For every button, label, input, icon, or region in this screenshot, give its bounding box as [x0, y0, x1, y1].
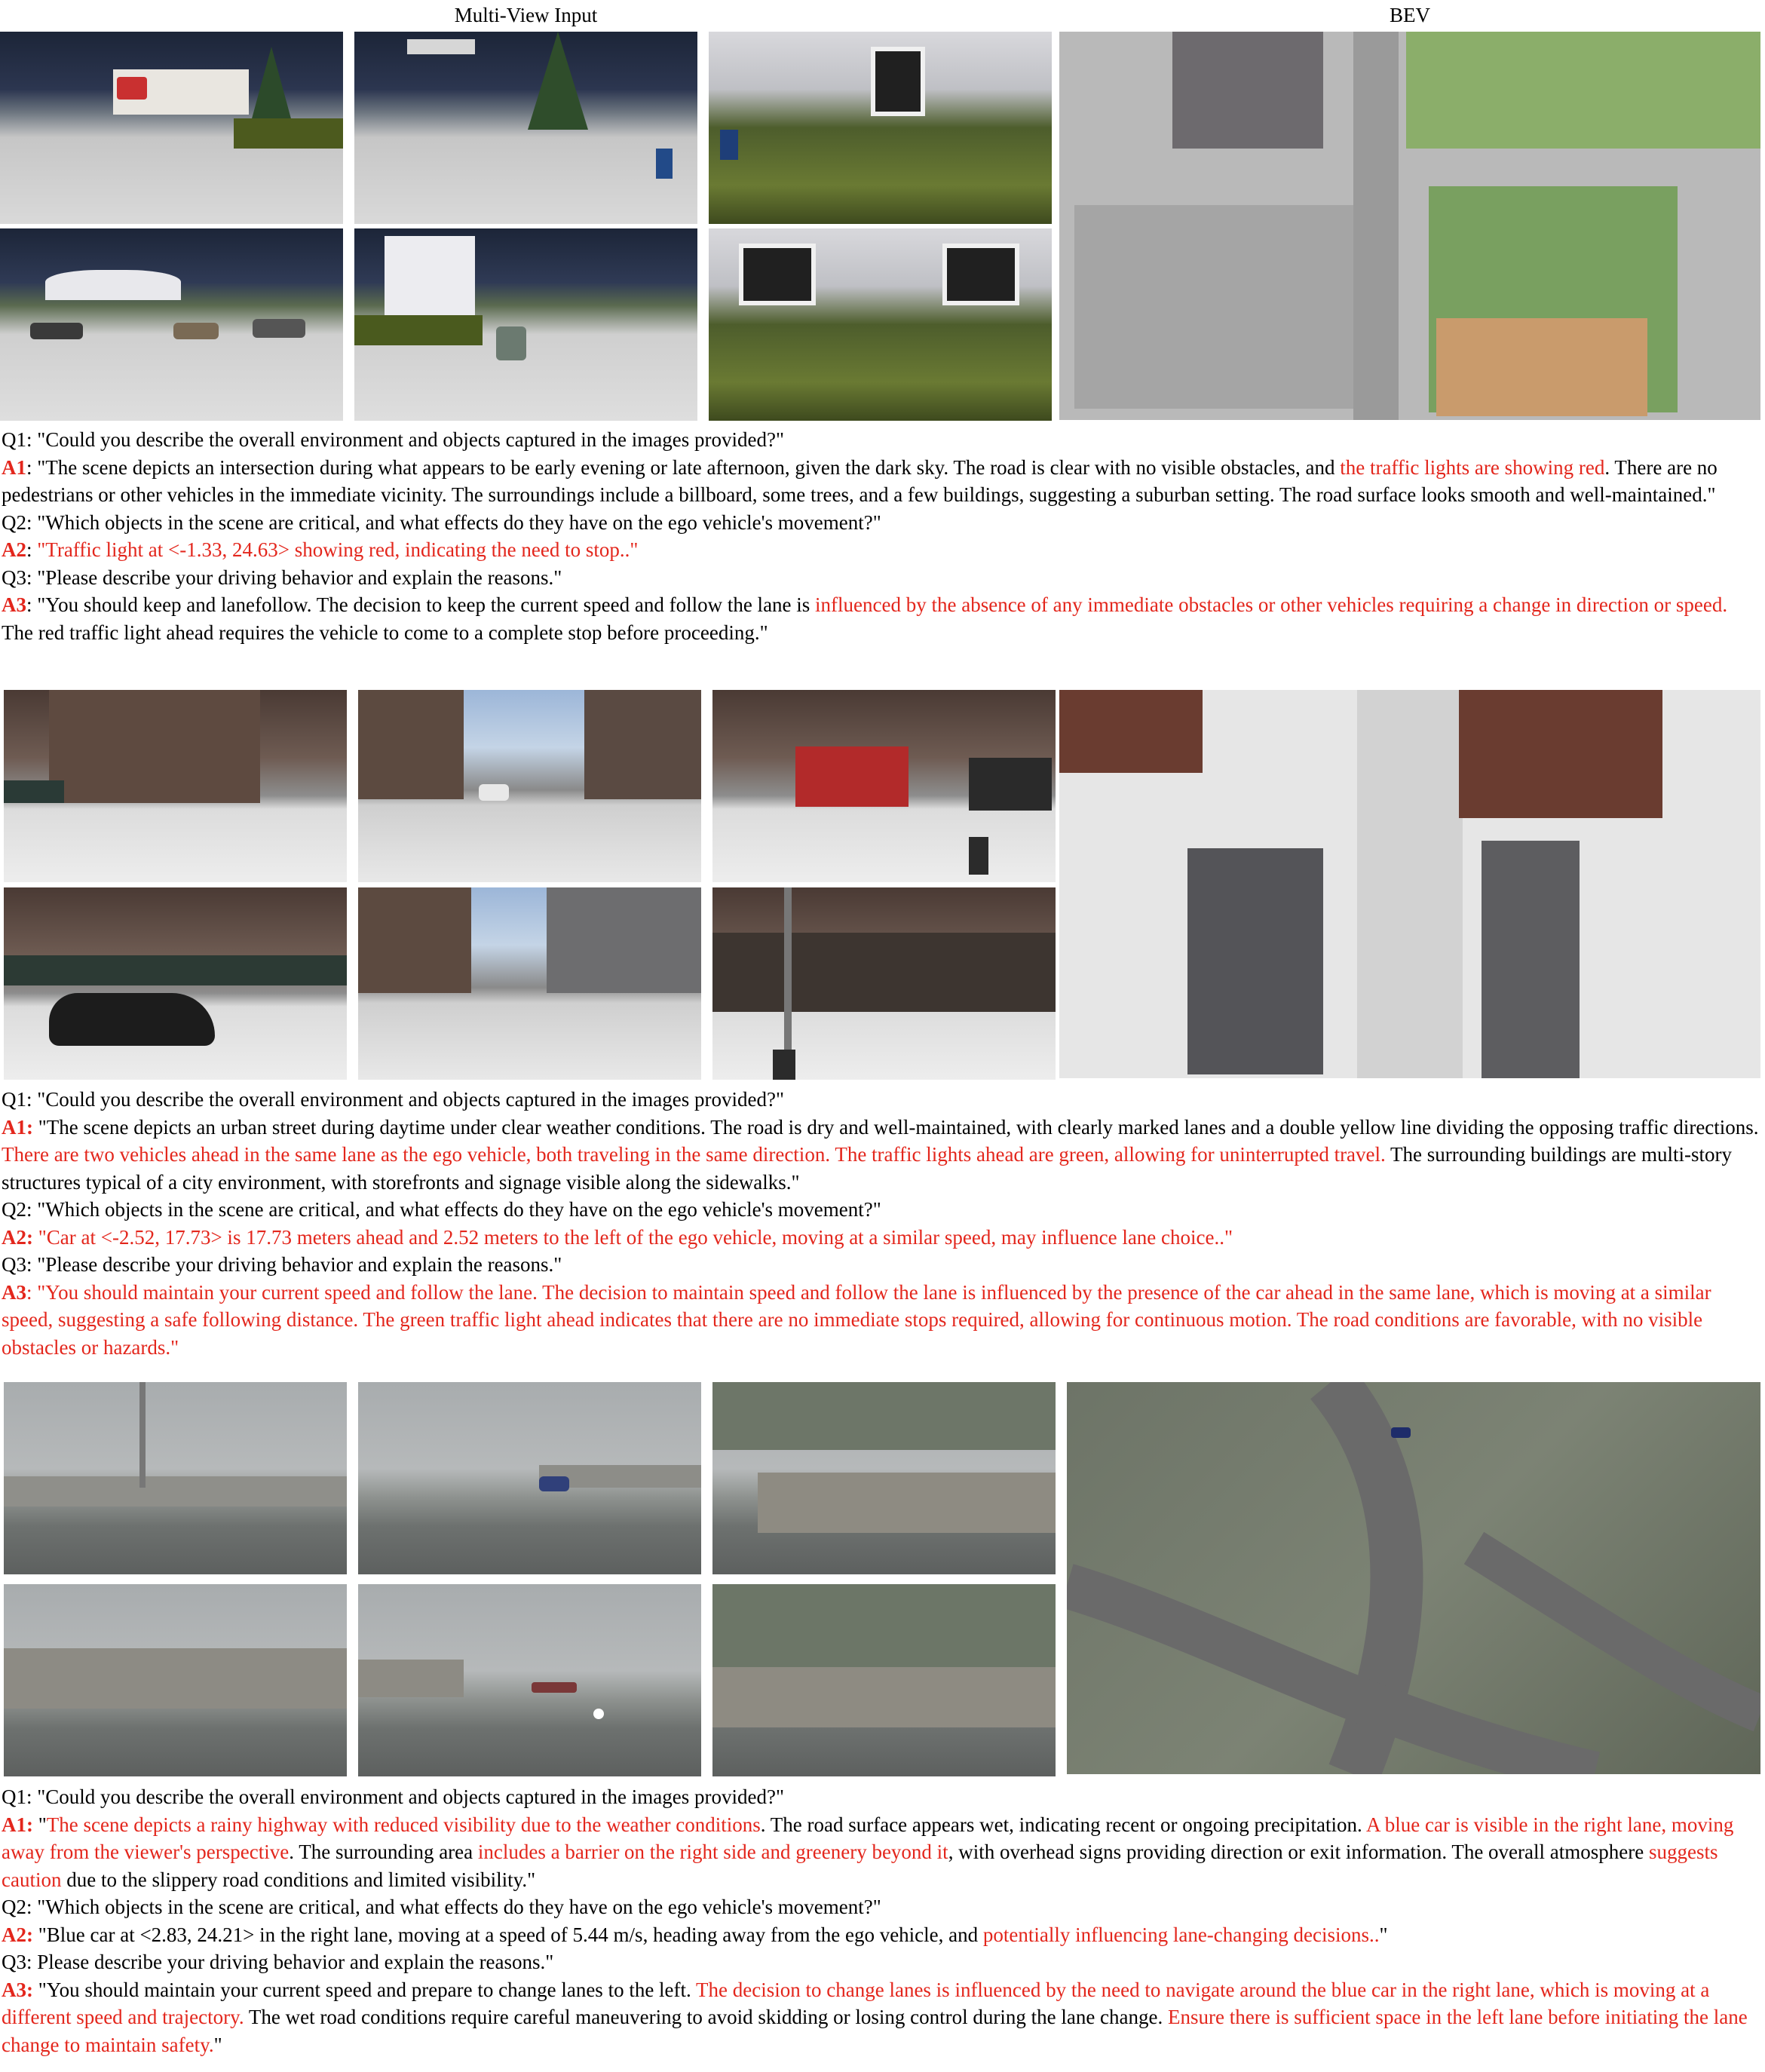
answer-text: . There are no pedestrians or other vehicles in the immediate vicinity. The surroundings include a billboard, some trees, and a few buildings, suggesting a suburban setting. The road surface looks smooth and well-maintained." — [2, 455, 1718, 506]
bev-header: BEV — [1390, 4, 1430, 26]
answer-label: A3 — [2, 1280, 26, 1304]
scene3-q1: Q1: "Could you describe the overall environment and objects captured in the images provided?" — [2, 1785, 784, 1808]
scene3-view-front — [358, 1382, 701, 1574]
answer-highlight: Ensure there is sufficient space in the left lane before initiating the lane change to maintain safety. — [2, 2006, 1748, 2056]
answer-label: A2: — [2, 1923, 33, 1946]
scene3-q3: Q3: Please describe your driving behavior and explain the reasons." — [2, 1951, 554, 1973]
scene2-a3 — [2, 1279, 1763, 1362]
scene1-view-front-right — [709, 32, 1052, 224]
answer-highlight: the traffic lights are showing red — [1340, 455, 1605, 479]
multi-view-input-header: Multi-View Input — [454, 4, 598, 26]
answer-text: "The scene depicts an intersection during what appears to be early evening or late afternoon, given the dark sky. The road is clear with no visible obstacles, and — [37, 455, 1341, 479]
answer-highlight: The scene depicts a rainy highway with reduced visibility due to the weather conditions — [46, 1813, 761, 1836]
scene3-a1 — [2, 1811, 1763, 1894]
answer-text: . The surrounding area — [289, 1841, 478, 1863]
answer-text: The wet road conditions require careful maneuvering to avoid skidding or losing control during the lane change. — [244, 2006, 1169, 2028]
answer-text: "Blue car at <2.83, 24.21> in the right lane, moving at a speed of 5.44 m/s, heading away from the ego vehicle, and — [33, 1923, 983, 1946]
scene3-bev-image — [1067, 1382, 1760, 1774]
scene3-view-front-right — [712, 1382, 1056, 1574]
scene1-view-front — [354, 32, 697, 224]
scene3-q2: Q2: "Which objects in the scene are critical, and what effects do they have on the ego vehicle's movement?" — [2, 1896, 881, 1918]
scene1-bev-image — [1059, 32, 1760, 420]
scene1-q2: Q2: "Which objects in the scene are critical, and what effects do they have on the ego vehicle's movement?" — [2, 510, 881, 534]
answer-highlight: "Traffic light at <-1.33, 24.63> showing red, indicating the need to stop.." — [37, 538, 639, 561]
answer-label: A3 — [2, 593, 26, 616]
scene2-a1 — [2, 1114, 1763, 1197]
scene2-view-back-left — [4, 887, 347, 1080]
scene2-view-front-right — [712, 690, 1056, 882]
label-sep: : — [26, 538, 38, 561]
scene2-bev-image — [1059, 690, 1760, 1078]
scene2-q1: Q1: "Could you describe the overall environment and objects captured in the images provided?" — [2, 1088, 784, 1111]
scene1-view-back — [354, 228, 697, 421]
label-sep: : — [26, 455, 38, 479]
answer-label: A1: — [2, 1813, 33, 1836]
scene3-view-front-left — [4, 1382, 347, 1574]
answer-highlight: suggests caution — [2, 1841, 1718, 1891]
answer-text: " — [213, 2033, 222, 2056]
scene1-a2 — [2, 536, 1763, 564]
scene3-a3 — [2, 1976, 1763, 2059]
scene3-view-back — [358, 1584, 701, 1776]
scene1-a1 — [2, 454, 1763, 509]
answer-label: A2 — [2, 538, 26, 561]
answer-label: A1 — [2, 455, 26, 479]
answer-highlight: influenced by the absence of any immediate obstacles or other vehicles requiring a change in direction or speed. — [815, 593, 1728, 616]
scene1-a3 — [2, 591, 1763, 646]
scene2-q2: Q2: "Which objects in the scene are critical, and what effects do they have on the ego vehicle's movement?" — [2, 1198, 881, 1221]
scene2-q3: Q3: "Please describe your driving behavior and explain the reasons." — [2, 1253, 562, 1276]
scene1-view-back-right — [709, 228, 1052, 421]
answer-highlight: There are two vehicles ahead in the same lane as the ego vehicle, both traveling in the same direction. The traffic lights ahead are green, allowing for uninterrupted travel. — [2, 1143, 1386, 1166]
answer-text: The red traffic light ahead requires the vehicle to come to a complete stop before proceeding." — [2, 621, 768, 644]
answer-text: , with overhead signs providing direction or exit information. The overall atmosphere — [948, 1841, 1649, 1863]
scene2-view-front — [358, 690, 701, 882]
scene1-view-back-left — [0, 228, 343, 421]
label-sep: : — [26, 593, 38, 616]
scene3-view-back-right — [712, 1584, 1056, 1776]
answer-highlight: A blue car is visible in the right lane, moving away from the viewer's perspective — [2, 1813, 1734, 1863]
scene1-view-front-left — [0, 32, 343, 224]
answer-highlight: potentially influencing lane-changing decisions.. — [982, 1923, 1380, 1946]
scene3-qa — [2, 1783, 1763, 2058]
answer-highlight: The decision to change lanes is influenced by the need to navigate around the blue car in the right lane, which is moving at a different speed and trajectory. — [2, 1978, 1710, 2028]
scene2-qa — [2, 1086, 1763, 1361]
answer-text: " — [33, 1813, 47, 1836]
answer-highlight: includes a barrier on the right side and greenery beyond it — [477, 1841, 948, 1863]
scene1-qa — [2, 426, 1763, 646]
scene1-q1: Q1: "Could you describe the overall environment and objects captured in the images provided?" — [2, 428, 784, 451]
answer-text: " — [1379, 1923, 1388, 1946]
scene2-view-back-right — [712, 887, 1056, 1080]
scene3-a2 — [2, 1921, 1763, 1949]
answer-text: "You should keep and lanefollow. The decision to keep the current speed and follow the lane is — [37, 593, 816, 616]
scene3-view-back-left — [4, 1584, 347, 1776]
scene3-bev-roads — [1067, 1382, 1760, 1774]
answer-text: "You should maintain your current speed and prepare to change lanes to the left. — [33, 1978, 697, 2001]
answer-text: "The scene depicts an urban street during daytime under clear weather conditions. The road is dry and well-maintained, with clearly marked lanes and a double yellow line dividing the opposing traffic directions. — [33, 1115, 1759, 1139]
answer-label: A1: — [2, 1115, 33, 1139]
scene2-a2 — [2, 1224, 1763, 1252]
scene2-view-front-left — [4, 690, 347, 882]
answer-label: A2: — [2, 1225, 33, 1249]
answer-label: A3: — [2, 1978, 33, 2001]
answer-text: The surrounding buildings are multi-story structures typical of a city environment, with storefronts and signage visible along the sidewalks." — [2, 1143, 1732, 1194]
answer-highlight: : "You should maintain your current speed and follow the lane. The decision to maintain speed and follow the lane is influenced by the presence of the car ahead in the same lane, which is moving at a similar speed, suggesting a safe following distance. The green traffic light ahead indicates that there are no immediate stops required, allowing for continuous motion. The road conditions are favorable, with no visible obstacles or hazards." — [2, 1280, 1711, 1359]
answer-text: due to the slippery road conditions and limited visibility." — [61, 1868, 536, 1891]
answer-highlight: "Car at <-2.52, 17.73> is 17.73 meters ahead and 2.52 meters to the left of the ego vehicle, moving at a similar speed, may influence lane choice.." — [33, 1225, 1233, 1249]
scene1-q3: Q3: "Please describe your driving behavior and explain the reasons." — [2, 566, 562, 589]
scene2-view-back — [358, 887, 701, 1080]
answer-text: . The road surface appears wet, indicating recent or ongoing precipitation. — [760, 1813, 1366, 1836]
